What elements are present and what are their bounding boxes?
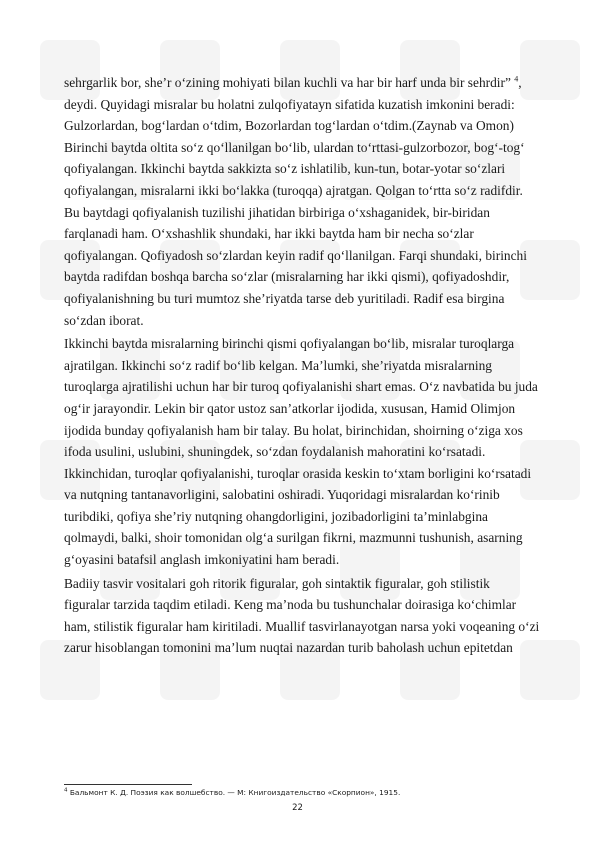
text-line: va nutqning tantanavorligini, salobatini oshiradi. Yuqoridagi misralardan ko‘rinib xyxy=(64,487,500,503)
text-line: g‘oyasini batafsil anglash imkoniyatini ham beradi. xyxy=(64,552,340,568)
text-line: Bu baytdagi qofiyalanish tuzilishi jihatidan birbiriga o‘xshaganidek, bir-biridan xyxy=(64,204,490,220)
text-line: ijodida bunday qofiyalanish ham bir talay. Bu holat, birinchidan, shoirning o‘ziga xos xyxy=(64,422,523,438)
footnote-marker: 4 xyxy=(64,787,68,794)
text-line: ham, stilistik figuralar ham kiritiladi. Muallif tasvirlanayotgan narsa yoki voqeaning o‘zi xyxy=(64,618,540,634)
text-line-trailing: , xyxy=(518,75,522,90)
text-line: turibdiki, qofiya she’riy nutqning ohangdorligini, jozibadorligini ta’minlabgina xyxy=(64,508,488,524)
text-line: baytda radifdan boshqa barcha so‘zlar (misralarning har ikki qismi), qofiyadoshdir, xyxy=(64,269,510,285)
paragraph-3 xyxy=(64,573,570,659)
text-line: og‘ir jarayondir. Lekin bir qator ustoz san’atkorlar ijodida, xususan, Hamid Olimjon xyxy=(64,400,516,416)
text-line: Ikkinchidan, turoqlar qofiyalanishi, turoqlar orasida keskin to‘xtam borligini ko‘rsatadi xyxy=(64,465,532,481)
text-line: qofiyalangan. Qofiyadosh so‘zlardan keyin radif qo‘llanilgan. Farqi shundaki, birinchi xyxy=(64,247,527,263)
text-line-content: sehrgarlik bor, she’r o‘zining mohiyati bilan kuchli va har bir harf unda bir sehrdir” xyxy=(64,75,511,90)
text-line: Badiiy tasvir vositalari goh ritorik figuralar, goh sintaktik figuralar, goh stilistik xyxy=(64,575,490,591)
text-line: qofiyalanishning bu turi mumtoz she’riyatda tarse deb yuritiladi. Radif esa birgina xyxy=(64,290,505,306)
text-line: qolmaydi, balki, shoir tomonidan olg‘a surilgan fikrni, mazmunni tushunish, asarning xyxy=(64,530,523,546)
text-line: deydi. Quyidagi misralar bu holatni zulqofiyatayn sifatida kuzatish imkonini beradi: xyxy=(64,96,515,112)
footnote xyxy=(64,788,400,797)
footnote-divider xyxy=(64,784,192,785)
text-line: farqlanadi ham. O‘xshashlik shundaki, har ikki baytda ham bir necha so‘zlar xyxy=(64,226,474,242)
text-line: Ikkinchi baytda misralarning birinchi qismi qofiyalangan bo‘lib, misralar turoqlarga xyxy=(64,336,515,352)
text-line xyxy=(64,72,570,94)
text-line: ajratilgan. Ikkinchi so‘z radif bo‘lib kelgan. Ma’lumki, she’riyatda misralarning xyxy=(64,357,492,373)
footnote-text: Бальмонт К. Д. Поэзия как волшебство. — М: Книгоиздательство «Скорпион», 1915. xyxy=(69,788,401,797)
page-number: 22 xyxy=(292,803,303,813)
text-line: figuralar tarzida taqdim etiladi. Keng ma’noda bu tushunchalar doirasiga ko‘chimlar xyxy=(64,597,517,613)
text-line: ifoda usulini, uslubini, shuningdek, so‘zdan foydalanish mahoratini ko‘rsatadi. xyxy=(64,444,486,460)
text-line: so‘zdan iborat. xyxy=(64,312,144,328)
text-line: Gulzorlardan, bog‘lardan o‘tdim, Bozorlardan tog‘lardan o‘tdim.(Zaynab va Omon) xyxy=(64,118,514,134)
paragraph-1 xyxy=(64,72,570,331)
text-line: qofiyalangan, misralarni ikki bo‘lakka (turoqqa) ajratgan. Qolgan to‘rtta so‘z radifdir. xyxy=(64,182,523,198)
text-line: Birinchi baytda oltita so‘z qo‘llanilgan bo‘lib, ulardan to‘rttasi-gulzorbozor, bog‘-tog‘ xyxy=(64,139,525,155)
text-line: zarur hisoblangan tomonini ma’lum nuqtai nazardan turib baholash uchun epitetdan xyxy=(64,640,513,656)
page-body xyxy=(64,72,570,659)
paragraph-2 xyxy=(64,333,570,571)
text-line: turoqlarga ajratilishi uchun har bir turoq qofiyalanishi shart emas. O‘z navbatida bu juda xyxy=(64,379,538,395)
footnote-reference[interactable]: 4 xyxy=(514,74,519,84)
text-line: qofiyalangan. Ikkinchi baytda sakkizta so‘z ishlatilib, kun-tun, botar-yotar so‘zlari xyxy=(64,161,506,177)
